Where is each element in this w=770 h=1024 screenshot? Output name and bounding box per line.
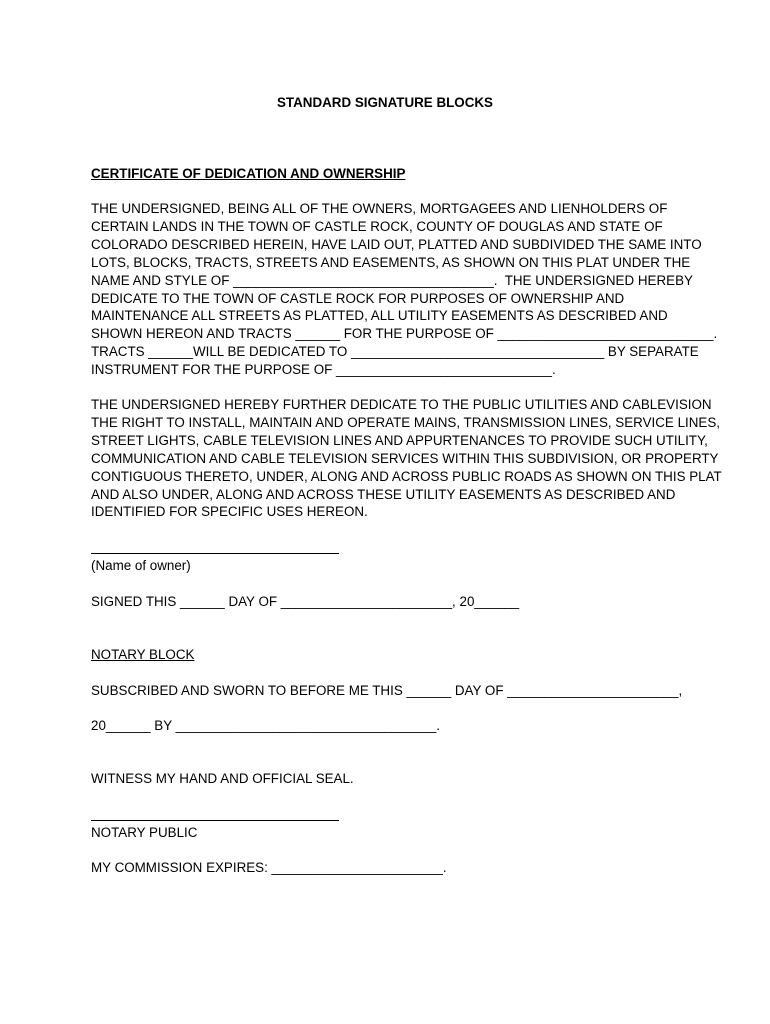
paragraph-line: IDENTIFIED FOR SPECIFIC USES HEREON. <box>91 504 368 520</box>
paragraph-line: STREET LIGHTS, CABLE TELEVISION LINES AND APPURTENANCES TO PROVIDE SUCH UTILITY, <box>91 432 708 448</box>
paragraph-line: THE RIGHT TO INSTALL, MAINTAIN AND OPERATE MAINS, TRANSMISSION LINES, SERVICE LINES, <box>91 414 720 430</box>
dedication-heading: CERTIFICATE OF DEDICATION AND OWNERSHIP <box>91 166 406 181</box>
paragraph-line: SHOWN HEREON AND TRACTS ______ FOR THE PURPOSE OF _____________________________. <box>91 326 718 342</box>
notary-signature-line <box>91 820 339 821</box>
owner-signature-line <box>91 553 339 554</box>
year-by-line: 20______ BY ___________________________________. <box>91 718 441 733</box>
paragraph-line: CERTAIN LANDS IN THE TOWN OF CASTLE ROCK, COUNTY OF DOUGLAS AND STATE OF <box>91 218 663 234</box>
paragraph-line: THE UNDERSIGNED, BEING ALL OF THE OWNERS, MORTGAGEES AND LIENHOLDERS OF <box>91 201 668 216</box>
dedication-paragraph-1 <box>91 200 717 379</box>
document-title: STANDARD SIGNATURE BLOCKS <box>277 95 493 110</box>
owner-name-label: (Name of owner) <box>91 558 191 573</box>
paragraph-line: COLORADO DESCRIBED HEREIN, HAVE LAID OUT, PLATTED AND SUBDIVIDED THE SAME INTO <box>91 236 702 252</box>
commission-expires-line: MY COMMISSION EXPIRES: _______________________. <box>91 860 447 875</box>
notary-public-label: NOTARY PUBLIC <box>91 825 198 840</box>
paragraph-line: TRACTS ______WILL BE DEDICATED TO __________________________________ BY SEPARATE <box>91 344 699 360</box>
notary-heading: NOTARY BLOCK <box>91 647 195 662</box>
paragraph-line: CONTIGUOUS THERETO, UNDER, ALONG AND ACROSS PUBLIC ROADS AS SHOWN ON THIS PLAT <box>91 468 722 484</box>
paragraph-line: INSTRUMENT FOR THE PURPOSE OF _____________________________. <box>91 362 556 378</box>
subscribed-sworn-line: SUBSCRIBED AND SWORN TO BEFORE ME THIS ______ DAY OF _______________________, <box>91 683 683 698</box>
dedication-paragraph-2 <box>91 396 722 521</box>
paragraph-line: NAME AND STYLE OF ___________________________________. THE UNDERSIGNED HEREBY <box>91 272 693 288</box>
paragraph-line: AND ALSO UNDER, ALONG AND ACROSS THESE UTILITY EASEMENTS AS DESCRIBED AND <box>91 486 676 502</box>
signed-date-line: SIGNED THIS ______ DAY OF _______________________, 20______ <box>91 594 520 609</box>
paragraph-line: COMMUNICATION AND CABLE TELEVISION SERVICES WITHIN THIS SUBDIVISION, OR PROPERTY <box>91 450 719 466</box>
witness-seal-line: WITNESS MY HAND AND OFFICIAL SEAL. <box>91 771 354 786</box>
paragraph-line: DEDICATE TO THE TOWN OF CASTLE ROCK FOR PURPOSES OF OWNERSHIP AND <box>91 290 625 306</box>
paragraph-line: LOTS, BLOCKS, TRACTS, STREETS AND EASEMENTS, AS SHOWN ON THIS PLAT UNDER THE <box>91 254 691 270</box>
paragraph-line: THE UNDERSIGNED HEREBY FURTHER DEDICATE TO THE PUBLIC UTILITIES AND CABLEVISION <box>91 397 712 412</box>
paragraph-line: MAINTENANCE ALL STREETS AS PLATTED, ALL UTILITY EASEMENTS AS DESCRIBED AND <box>91 308 668 324</box>
